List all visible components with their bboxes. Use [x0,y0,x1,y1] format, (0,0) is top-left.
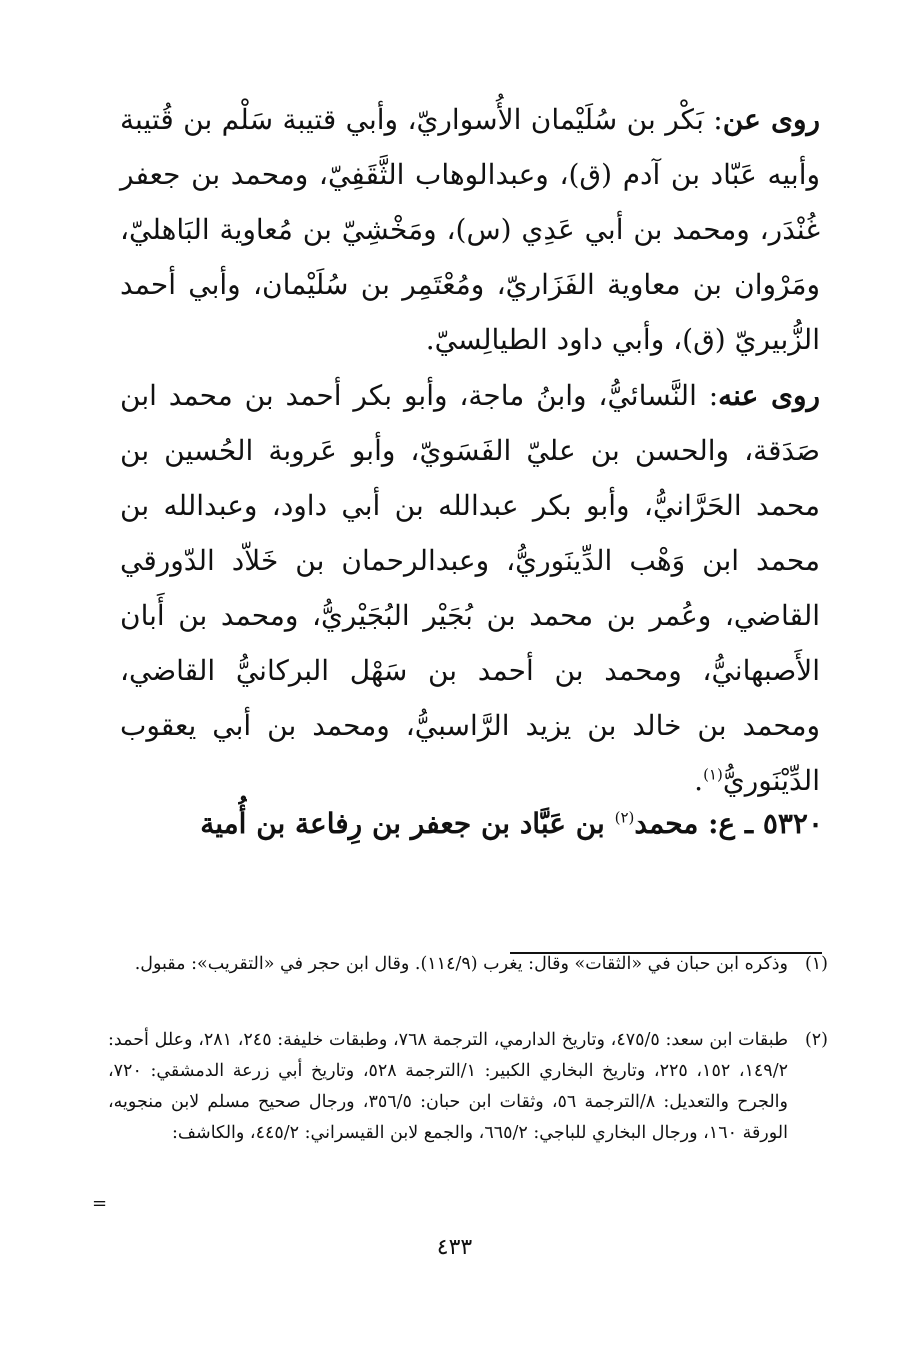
footnote-number: (١) [804,954,828,974]
page-number: ٤٣٣ [436,1235,473,1260]
narrators-from-paragraph [120,92,820,367]
footnote-text: وذكره ابن حبان في «الثقات» وقال: يغرب (١١٤/٩). وقال ابن حجر في «التقريب»: مقبول. [134,954,788,974]
footnote-text: طبقات ابن سعد: ٤٧٥/٥، وتاريخ الدارمي، الترجمة ٧٦٨، وطبقات خليفة: ٢٤٥، ٢٨١، وعلل أحمد: ١٤٩/٢، ١٥٢، ٢٢٥، وتاريخ البخاري الكبير: ١/الترجمة ٥٢٨، وتاريخ أبي زرعة الدمشقي: ٧٢٠، والجرح والتعديل: ٨/الترجمة ٥٦، وثقات ابن حبان: ٣٥٦/٥، ورجال صحيح مسلم لابن منجويه، الورقة ١٦٠، ورجال البخاري للباجي: ٦٦٥/٢، والجمع لابن القيسراني: ٤٤٥/٢، والكاشف: [108,1030,788,1143]
footnote-ref: (٢) [614,808,635,827]
continuation-mark: = [92,1193,108,1214]
paragraph-text: : النَّسائيُّ، وابنُ ماجة، وأبو بكر أحمد بن محمد ابن صَدَقة، والحسن بن عليّ الفَسَويّ، وأبو عَروبة الحُسين بن محمد الحَرَّانيُّ، وأبو بكر عبدالله بن أبي داود، وعبدالله بن محمد ابن وَهْب الدِّينَوريُّ، وعبدالرحمان بن خَلاّد الدّورقي القاضي، وعُمر بن محمد بن بُجَيْر البُجَيْريُّ، ومحمد بن أَبان الأَصبهانيُّ، ومحمد بن أحمد بن سَهْل البركانيُّ القاضي، ومحمد بن خالد بن يزيد الرَّاسبيُّ، ومحمد بن أبي يعقوب الدِّيْنَوريُّ [120,379,820,797]
section-lead-label: روى عنه [718,379,820,412]
entry-name: بن عَبَّاد بن جعفر بن رِفاعة بن أُمية [200,807,615,840]
footnote-2 [108,1025,828,1149]
paragraph-end: . [694,764,704,797]
narrators-to-paragraph [120,368,820,808]
footnote-number: (٢) [804,1030,828,1050]
entry-number: ٥٣٢٠ ـ ع: محمد [634,807,823,840]
footnote-ref: (١) [703,765,723,784]
section-lead-label: روى عن [722,103,820,136]
entry-heading [118,796,823,851]
footnote-1 [108,949,828,980]
paragraph-text: : بَكْر بن سُلَيْمان الأُسواريّ، وأبي قتيبة سَلْم بن قُتيبة وأبيه عَبّاد بن آدم (ق)، وعبدالوهاب الثَّقَفِيّ، ومحمد بن جعفر غُنْدَر، ومحمد بن أبي عَدِي (س)، ومَخْشِيّ بن مُعاوية البَاهليّ، ومَرْوان بن معاوية الفَزَاريّ، ومُعْتَمِر بن سُلَيْمان، وأبي أحمد الزُّبيريّ (ق)، وأبي داود الطيالِسيّ. [120,103,820,356]
